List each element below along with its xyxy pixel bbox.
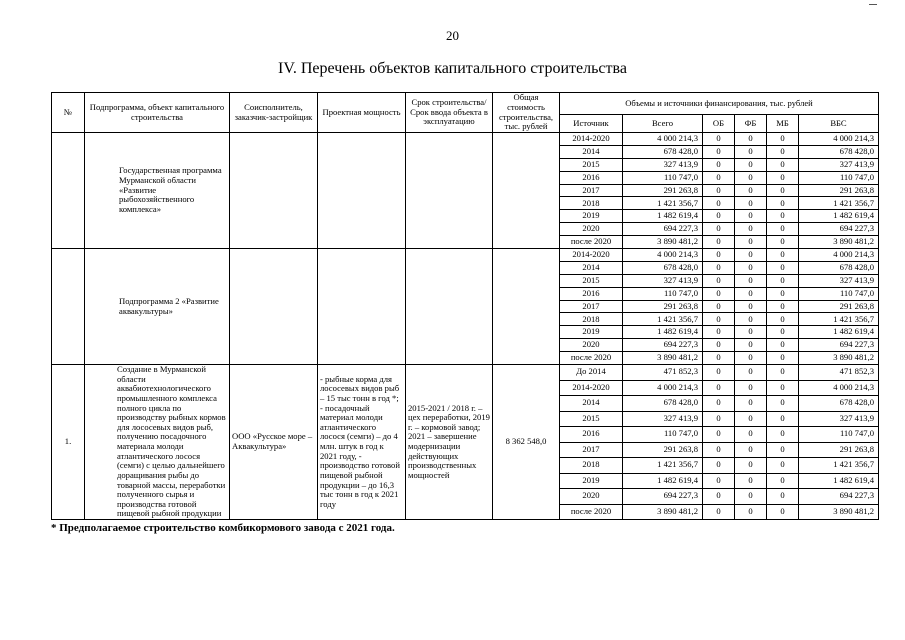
vbs-cell: 327 413,9 <box>799 411 879 427</box>
source-cell: 2015 <box>560 411 623 427</box>
vbs-cell: 4 000 214,3 <box>799 380 879 396</box>
ob-cell: 0 <box>703 300 735 313</box>
period-cell <box>406 249 493 365</box>
page-title: IV. Перечень объектов капитального строительства <box>278 60 627 77</box>
capacity-cell <box>318 133 406 249</box>
ob-cell: 0 <box>703 197 735 210</box>
ob-cell: 0 <box>703 326 735 339</box>
vbs-cell: 4 000 214,3 <box>799 249 879 262</box>
ob-cell: 0 <box>703 287 735 300</box>
vbs-cell: 694 227,3 <box>799 223 879 236</box>
total-cell: 1 421 356,7 <box>623 458 703 474</box>
source-cell: 2015 <box>560 274 623 287</box>
ob-cell: 0 <box>703 145 735 158</box>
fb-cell: 0 <box>735 504 767 520</box>
ob-cell: 0 <box>703 223 735 236</box>
mb-cell: 0 <box>767 504 799 520</box>
source-cell: после 2020 <box>560 236 623 249</box>
table-row <box>52 365 879 381</box>
vbs-cell: 110 747,0 <box>799 427 879 443</box>
page-number: 20 <box>446 28 459 43</box>
vbs-cell: 694 227,3 <box>799 339 879 352</box>
vbs-cell: 3 890 481,2 <box>799 352 879 365</box>
total-cell: 327 413,9 <box>623 158 703 171</box>
fb-cell: 0 <box>735 339 767 352</box>
total-cell: 1 482 619,4 <box>623 210 703 223</box>
ob-cell: 0 <box>703 184 735 197</box>
mb-cell: 0 <box>767 197 799 210</box>
source-cell: 2019 <box>560 210 623 223</box>
total-cost-cell: 8 362 548,0 <box>493 365 560 520</box>
header-no: № <box>52 93 85 133</box>
vbs-cell: 4 000 214,3 <box>799 133 879 146</box>
total-cell: 4 000 214,3 <box>623 249 703 262</box>
source-cell: 2016 <box>560 171 623 184</box>
ob-cell: 0 <box>703 396 735 412</box>
mb-cell: 0 <box>767 236 799 249</box>
mb-cell: 0 <box>767 411 799 427</box>
header-total-cost: Общая стоимость строительства, тыс. рублей <box>493 93 560 133</box>
vbs-cell: 110 747,0 <box>799 287 879 300</box>
mb-cell: 0 <box>767 287 799 300</box>
vbs-cell: 327 413,9 <box>799 274 879 287</box>
total-cost-cell <box>493 133 560 249</box>
source-cell: 2020 <box>560 489 623 505</box>
vbs-cell: 3 890 481,2 <box>799 504 879 520</box>
ob-cell: 0 <box>703 352 735 365</box>
total-cell: 678 428,0 <box>623 145 703 158</box>
corner-mark <box>869 4 877 5</box>
ob-cell: 0 <box>703 427 735 443</box>
mb-cell: 0 <box>767 458 799 474</box>
fb-cell: 0 <box>735 184 767 197</box>
total-cell: 110 747,0 <box>623 287 703 300</box>
ob-cell: 0 <box>703 236 735 249</box>
source-cell: 2014 <box>560 396 623 412</box>
fb-cell: 0 <box>735 411 767 427</box>
row-number <box>52 133 85 249</box>
total-cell: 291 263,8 <box>623 442 703 458</box>
ob-cell: 0 <box>703 261 735 274</box>
header-subprogram: Подпрограмма, объект капитального строительства <box>85 93 230 133</box>
mb-cell: 0 <box>767 489 799 505</box>
total-cell: 291 263,8 <box>623 184 703 197</box>
source-cell: 2018 <box>560 458 623 474</box>
source-cell: 2014 <box>560 261 623 274</box>
total-cell: 110 747,0 <box>623 171 703 184</box>
period-cell <box>406 133 493 249</box>
header-total: Всего <box>623 115 703 133</box>
mb-cell: 0 <box>767 442 799 458</box>
total-cell: 291 263,8 <box>623 300 703 313</box>
fb-cell: 0 <box>735 365 767 381</box>
source-cell: 2020 <box>560 223 623 236</box>
ob-cell: 0 <box>703 458 735 474</box>
source-cell: 2016 <box>560 427 623 443</box>
mb-cell: 0 <box>767 210 799 223</box>
fb-cell: 0 <box>735 313 767 326</box>
fb-cell: 0 <box>735 236 767 249</box>
vbs-cell: 327 413,9 <box>799 158 879 171</box>
total-cell: 1 482 619,4 <box>623 326 703 339</box>
source-cell: 2014-2020 <box>560 249 623 262</box>
mb-cell: 0 <box>767 473 799 489</box>
capacity-cell <box>318 249 406 365</box>
header-funding: Объемы и источники финансирования, тыс. рублей <box>560 93 879 115</box>
total-cell: 3 890 481,2 <box>623 236 703 249</box>
ob-cell: 0 <box>703 411 735 427</box>
mb-cell: 0 <box>767 274 799 287</box>
vbs-cell: 1 482 619,4 <box>799 473 879 489</box>
fb-cell: 0 <box>735 300 767 313</box>
total-cell: 3 890 481,2 <box>623 352 703 365</box>
mb-cell: 0 <box>767 352 799 365</box>
header-mb: МБ <box>767 115 799 133</box>
vbs-cell: 1 421 356,7 <box>799 197 879 210</box>
mb-cell: 0 <box>767 133 799 146</box>
vbs-cell: 1 421 356,7 <box>799 458 879 474</box>
ob-cell: 0 <box>703 274 735 287</box>
vbs-cell: 1 482 619,4 <box>799 326 879 339</box>
table-row <box>52 249 879 262</box>
vbs-cell: 694 227,3 <box>799 489 879 505</box>
vbs-cell: 678 428,0 <box>799 261 879 274</box>
fb-cell: 0 <box>735 380 767 396</box>
mb-cell: 0 <box>767 365 799 381</box>
source-cell: 2019 <box>560 473 623 489</box>
total-cell: 327 413,9 <box>623 274 703 287</box>
source-cell: 2015 <box>560 158 623 171</box>
total-cell: 327 413,9 <box>623 411 703 427</box>
ob-cell: 0 <box>703 473 735 489</box>
total-cell: 678 428,0 <box>623 396 703 412</box>
object-name: Создание в Мурманской области аквабиотехнологического промышленного комплекса полного цикла по производству рыбных кормов для лососевых видов рыб, получению посадочного материала молоди атлантического лосося (семги) с целью дальнейшего доращивания рыбы до товарной массы, переработки полученного сырья и производства готовой пищевой рыбной продукции <box>85 365 230 520</box>
total-cell: 4 000 214,3 <box>623 133 703 146</box>
source-cell: 2017 <box>560 300 623 313</box>
mb-cell: 0 <box>767 223 799 236</box>
mb-cell: 0 <box>767 427 799 443</box>
total-cell: 1 482 619,4 <box>623 473 703 489</box>
fb-cell: 0 <box>735 427 767 443</box>
fb-cell: 0 <box>735 133 767 146</box>
total-cell: 694 227,3 <box>623 339 703 352</box>
mb-cell: 0 <box>767 380 799 396</box>
table-body <box>52 133 879 520</box>
source-cell: 2014-2020 <box>560 380 623 396</box>
vbs-cell: 678 428,0 <box>799 396 879 412</box>
ob-cell: 0 <box>703 489 735 505</box>
ob-cell: 0 <box>703 339 735 352</box>
executor-cell <box>230 249 318 365</box>
source-cell: 2017 <box>560 442 623 458</box>
period-cell: 2015-2021 / 2018 г. – цех переработки, 2019 г. – кормовой завод; 2021 – завершение модернизации действующих производственных мощностей <box>406 365 493 520</box>
total-cell: 1 421 356,7 <box>623 197 703 210</box>
source-cell: 2020 <box>560 339 623 352</box>
source-cell: 2019 <box>560 326 623 339</box>
row-number: 1. <box>52 365 85 520</box>
total-cell: 694 227,3 <box>623 223 703 236</box>
ob-cell: 0 <box>703 210 735 223</box>
fb-cell: 0 <box>735 326 767 339</box>
fb-cell: 0 <box>735 274 767 287</box>
header-fb: ФБ <box>735 115 767 133</box>
vbs-cell: 291 263,8 <box>799 300 879 313</box>
header-vbs: ВБС <box>799 115 879 133</box>
fb-cell: 0 <box>735 287 767 300</box>
vbs-cell: 678 428,0 <box>799 145 879 158</box>
fb-cell: 0 <box>735 210 767 223</box>
mb-cell: 0 <box>767 184 799 197</box>
capacity-cell: - рыбные корма для лососевых видов рыб – 15 тыс тонн в год *; - посадочный материал молоди атлантического лосося (семги) – до 4 млн. штук в год к 2021 году, - производство готовой пищевой рыбной продукции – до 16,3 тыс тонн в год к 2021 году <box>318 365 406 520</box>
ob-cell: 0 <box>703 504 735 520</box>
executor-cell <box>230 133 318 249</box>
source-cell: 2016 <box>560 287 623 300</box>
source-cell: после 2020 <box>560 352 623 365</box>
vbs-cell: 110 747,0 <box>799 171 879 184</box>
vbs-cell: 291 263,8 <box>799 442 879 458</box>
fb-cell: 0 <box>735 489 767 505</box>
mb-cell: 0 <box>767 300 799 313</box>
source-cell: До 2014 <box>560 365 623 381</box>
executor-cell: ООО «Русское море – Аквакультура» <box>230 365 318 520</box>
fb-cell: 0 <box>735 158 767 171</box>
capital-construction-table <box>51 92 879 520</box>
fb-cell: 0 <box>735 145 767 158</box>
total-cell: 3 890 481,2 <box>623 504 703 520</box>
source-cell: 2017 <box>560 184 623 197</box>
header-executor: Соисполнитель, заказчик-застройщик <box>230 93 318 133</box>
fb-cell: 0 <box>735 473 767 489</box>
total-cost-cell <box>493 249 560 365</box>
vbs-cell: 291 263,8 <box>799 184 879 197</box>
ob-cell: 0 <box>703 365 735 381</box>
object-name: Подпрограмма 2 «Развитие аквакультуры» <box>85 249 230 365</box>
source-cell: 2014-2020 <box>560 133 623 146</box>
fb-cell: 0 <box>735 442 767 458</box>
total-cell: 4 000 214,3 <box>623 380 703 396</box>
ob-cell: 0 <box>703 249 735 262</box>
mb-cell: 0 <box>767 171 799 184</box>
ob-cell: 0 <box>703 442 735 458</box>
source-cell: после 2020 <box>560 504 623 520</box>
header-period: Срок строительства/ Срок ввода объекта в эксплуатацию <box>406 93 493 133</box>
fb-cell: 0 <box>735 249 767 262</box>
header-ob: ОБ <box>703 115 735 133</box>
total-cell: 1 421 356,7 <box>623 313 703 326</box>
fb-cell: 0 <box>735 197 767 210</box>
vbs-cell: 1 482 619,4 <box>799 210 879 223</box>
source-cell: 2018 <box>560 197 623 210</box>
total-cell: 678 428,0 <box>623 261 703 274</box>
source-cell: 2014 <box>560 145 623 158</box>
object-name: Государственная программа Мурманской области «Развитие рыбохозяйственного комплекса» <box>85 133 230 249</box>
fb-cell: 0 <box>735 458 767 474</box>
ob-cell: 0 <box>703 133 735 146</box>
mb-cell: 0 <box>767 158 799 171</box>
fb-cell: 0 <box>735 171 767 184</box>
mb-cell: 0 <box>767 313 799 326</box>
mb-cell: 0 <box>767 249 799 262</box>
ob-cell: 0 <box>703 171 735 184</box>
total-cell: 694 227,3 <box>623 489 703 505</box>
vbs-cell: 471 852,3 <box>799 365 879 381</box>
row-number <box>52 249 85 365</box>
mb-cell: 0 <box>767 396 799 412</box>
fb-cell: 0 <box>735 396 767 412</box>
header-source: Источник <box>560 115 623 133</box>
vbs-cell: 1 421 356,7 <box>799 313 879 326</box>
ob-cell: 0 <box>703 380 735 396</box>
fb-cell: 0 <box>735 261 767 274</box>
vbs-cell: 3 890 481,2 <box>799 236 879 249</box>
ob-cell: 0 <box>703 158 735 171</box>
total-cell: 471 852,3 <box>623 365 703 381</box>
mb-cell: 0 <box>767 339 799 352</box>
fb-cell: 0 <box>735 223 767 236</box>
header-capacity: Проектная мощность <box>318 93 406 133</box>
ob-cell: 0 <box>703 313 735 326</box>
table-row <box>52 133 879 146</box>
footnote: * Предполагаемое строительство комбикормового завода с 2021 года. <box>51 522 395 534</box>
mb-cell: 0 <box>767 326 799 339</box>
source-cell: 2018 <box>560 313 623 326</box>
mb-cell: 0 <box>767 145 799 158</box>
total-cell: 110 747,0 <box>623 427 703 443</box>
mb-cell: 0 <box>767 261 799 274</box>
fb-cell: 0 <box>735 352 767 365</box>
